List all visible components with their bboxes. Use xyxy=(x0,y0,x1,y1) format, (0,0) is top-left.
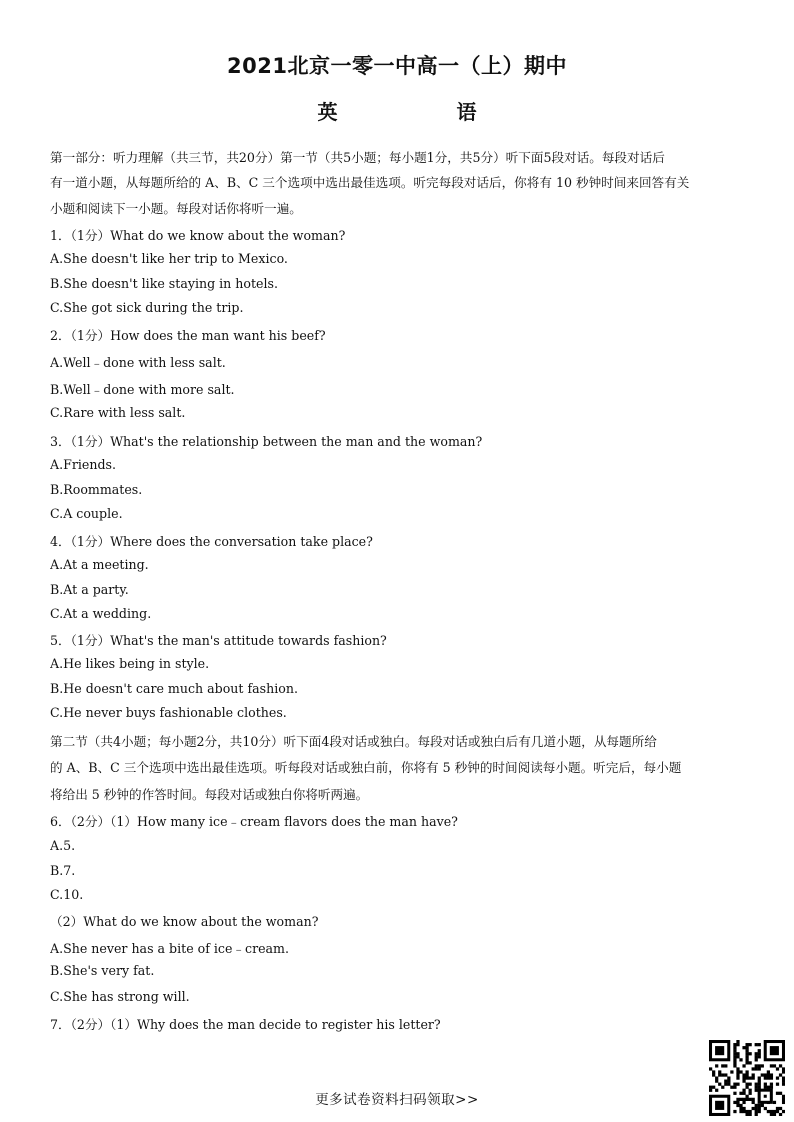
text-line: 小题和阅读下一小题。每段对话你将听一遍。 xyxy=(50,201,302,216)
text-line: C.At a wedding. xyxy=(50,606,152,621)
text-line: A.At a meeting. xyxy=(50,557,149,572)
text-line: 4．（1分）Where does the conversation take place? xyxy=(50,534,373,549)
text-line: 有一道小题，从每题所给的 A、B、C 三个选项中选出最佳选项。听完每段对话后，你将有 10 秒钟时间来回答有关 xyxy=(50,175,690,190)
text-line: 第二节（共4小题；每小题2分，共10分）听下面4段对话或独白。每段对话或独白后有几道小题，从每题所给 xyxy=(50,734,657,749)
text-line: A.She never has a bite of ice﹣cream. xyxy=(50,941,290,956)
text-line: A.She doesn't like her trip to Mexico. xyxy=(50,251,288,266)
text-line: A.5. xyxy=(50,838,76,853)
text-line: A.He likes being in style. xyxy=(50,656,210,671)
text-line: （2）What do we know about the woman? xyxy=(50,914,319,929)
text-line: A.Friends. xyxy=(50,457,116,472)
text-line: C.She has strong will. xyxy=(50,989,190,1004)
text-line: C.10. xyxy=(50,887,84,902)
text-line: B.7. xyxy=(50,863,76,878)
text-line: 6．（2分）（1）How many ice﹣cream flavors does the man have? xyxy=(50,814,458,829)
text-line: C.He never buys fashionable clothes. xyxy=(50,705,287,720)
text-line: C.Rare with less salt. xyxy=(50,405,186,420)
text-line: 2．（1分）How does the man want his beef? xyxy=(50,328,326,343)
text-line: 3．（1分）What's the relationship between the man and the woman? xyxy=(50,434,483,449)
text-line: 的 A、B、C 三个选项中选出最佳选项。听每段对话或独白前，你将有 5 秒钟的时间阅读每小题。听完后，每小题 xyxy=(50,760,682,775)
text-line: 5．（1分）What's the man's attitude towards fashion? xyxy=(50,633,387,648)
text-line: 7．（2分）（1）Why does the man decide to register his letter? xyxy=(50,1017,441,1032)
text-line: B.Well﹣done with more salt. xyxy=(50,382,235,397)
text-line: B.At a party. xyxy=(50,582,129,597)
text-line: 第一部分：听力理解（共三节，共20分）第一节（共5小题；每小题1分，共5分）听下面5段对话。每段对话后 xyxy=(50,150,665,165)
text-line: B.She doesn't like staying in hotels. xyxy=(50,276,278,291)
text-line: A.Well﹣done with less salt. xyxy=(50,355,226,370)
subject-title: 英 语 xyxy=(317,100,513,124)
text-line: B.She's very fat. xyxy=(50,963,155,978)
text-line: C.A couple. xyxy=(50,506,123,521)
footer-scan-prompt: 更多试卷资料扫码领取>> xyxy=(315,1092,479,1108)
text-line: B.He doesn't care much about fashion. xyxy=(50,681,298,696)
text-line: 将给出 5 秒钟的作答时间。每段对话或独白你将听两遍。 xyxy=(50,787,369,802)
text-line: C.She got sick during the trip. xyxy=(50,300,244,315)
exam-title: 2021北京一零一中高一（上）期中 xyxy=(227,54,567,78)
text-line: 1．（1分）What do we know about the woman? xyxy=(50,228,346,243)
text-line: B.Roommates. xyxy=(50,482,143,497)
